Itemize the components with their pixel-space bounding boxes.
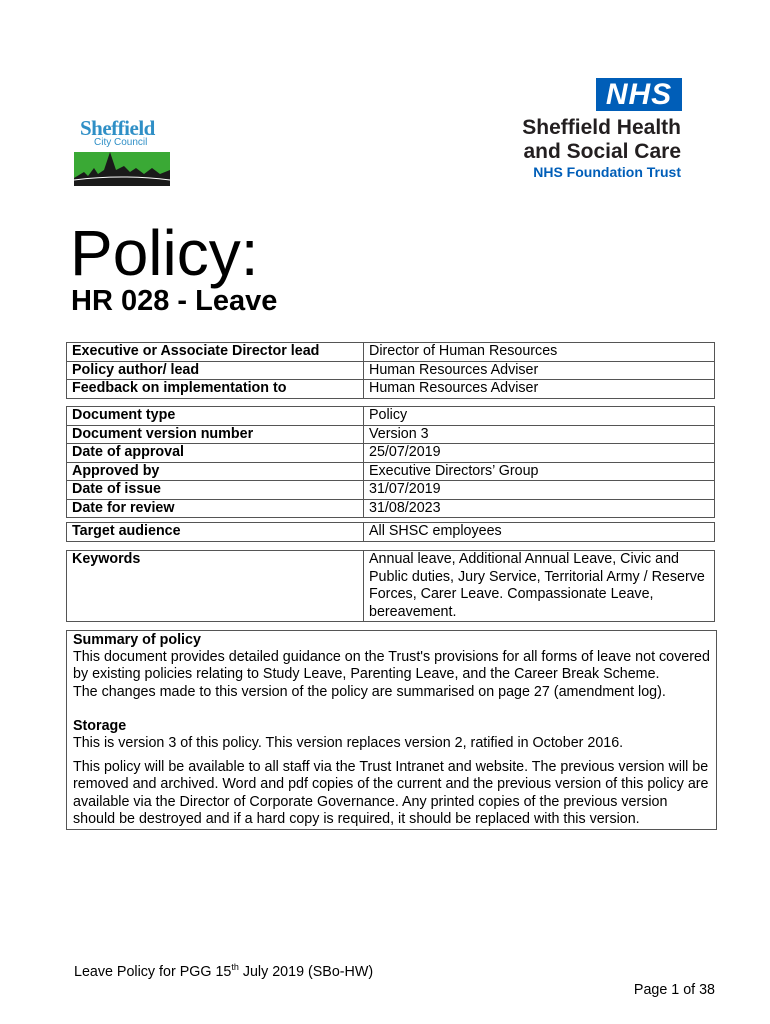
policy-subtitle: HR 028 - Leave: [71, 285, 278, 317]
city-skyline-icon: [74, 148, 170, 186]
sheffield-city-council-logo: [72, 116, 172, 186]
row-value: 31/07/2019: [364, 481, 715, 500]
row-value: All SHSC employees: [364, 523, 715, 542]
row-value: 25/07/2019: [364, 444, 715, 463]
trust-name-line1: Sheffield Health: [522, 116, 681, 139]
table-row: [67, 551, 715, 622]
council-subtitle: City Council: [94, 137, 148, 148]
row-label: Document type: [67, 407, 364, 426]
table-row: [67, 481, 715, 500]
summary-heading: Summary of policy: [73, 632, 201, 648]
table-row: [67, 425, 715, 444]
trust-name-line3: NHS Foundation Trust: [533, 164, 681, 180]
row-label: Date for review: [67, 499, 364, 518]
row-label: Feedback on implementation to: [67, 380, 364, 399]
row-value: Executive Directors’ Group: [364, 462, 715, 481]
table-row: [67, 523, 715, 542]
row-label: Target audience: [67, 523, 364, 542]
footer-text: Leave Policy for PGG 15: [74, 963, 232, 980]
keywords-table: [66, 550, 715, 622]
storage-paragraph: This policy will be available to all staff via the Trust Intranet and website. The previous version will be removed and archived. Word and pdf copies of the current and the previous version of this policy are available via the Director of Corporate Governance. Any printed copies of the previous version should be destroyed and if a hard copy is required, it should be replaced with this version.: [73, 759, 709, 827]
table-row: [67, 462, 715, 481]
row-label: Policy author/ lead: [67, 361, 364, 380]
row-label: Executive or Associate Director lead: [67, 343, 364, 362]
table-row: [67, 343, 715, 362]
summary-box: [66, 630, 717, 830]
summary-paragraph: The changes made to this version of the policy are summarised on page 27 (amendment log).: [73, 683, 666, 700]
document-details-table: [66, 406, 715, 518]
nhs-logo: NHS: [596, 78, 682, 111]
table-row: [67, 499, 715, 518]
footer-superscript: th: [231, 962, 239, 972]
table-row: [67, 407, 715, 426]
row-label: Date of issue: [67, 481, 364, 500]
page-number: Page 1 of 38: [633, 982, 715, 998]
row-value: 31/08/2023: [364, 499, 715, 518]
summary-paragraph: This document provides detailed guidance on the Trust's provisions for all forms of leave not covered by existing policies relating to Study Leave, Parenting Leave, and the Career Break Scheme.: [73, 649, 710, 683]
trust-name-line2: and Social Care: [523, 140, 681, 163]
row-value: Human Resources Adviser: [364, 361, 715, 380]
target-audience-table: [66, 522, 715, 542]
footer-document-reference: [74, 962, 373, 980]
row-label: Approved by: [67, 462, 364, 481]
row-value: Version 3: [364, 425, 715, 444]
storage-heading: Storage: [73, 717, 127, 734]
table-row: [67, 380, 715, 399]
storage-paragraph: This is version 3 of this policy. This version replaces version 2, ratified in October 2016.: [73, 735, 624, 752]
page-title: Policy:: [70, 217, 259, 289]
row-label: Date of approval: [67, 444, 364, 463]
table-row: [67, 361, 715, 380]
row-label: Document version number: [67, 425, 364, 444]
row-value: Director of Human Resources: [364, 343, 715, 362]
authors-table: [66, 342, 715, 399]
row-value: Policy: [364, 407, 715, 426]
row-value: Human Resources Adviser: [364, 380, 715, 399]
table-row: [67, 444, 715, 463]
row-label: Keywords: [67, 551, 364, 622]
footer-text: July 2019 (SBo-HW): [238, 963, 374, 980]
row-value: Annual leave, Additional Annual Leave, Civic and Public duties, Jury Service, Territorial Army / Reserve Forces, Carer Leave. Compassionate Leave, bereavement.: [364, 551, 715, 622]
council-name: Sheffield: [80, 116, 155, 140]
